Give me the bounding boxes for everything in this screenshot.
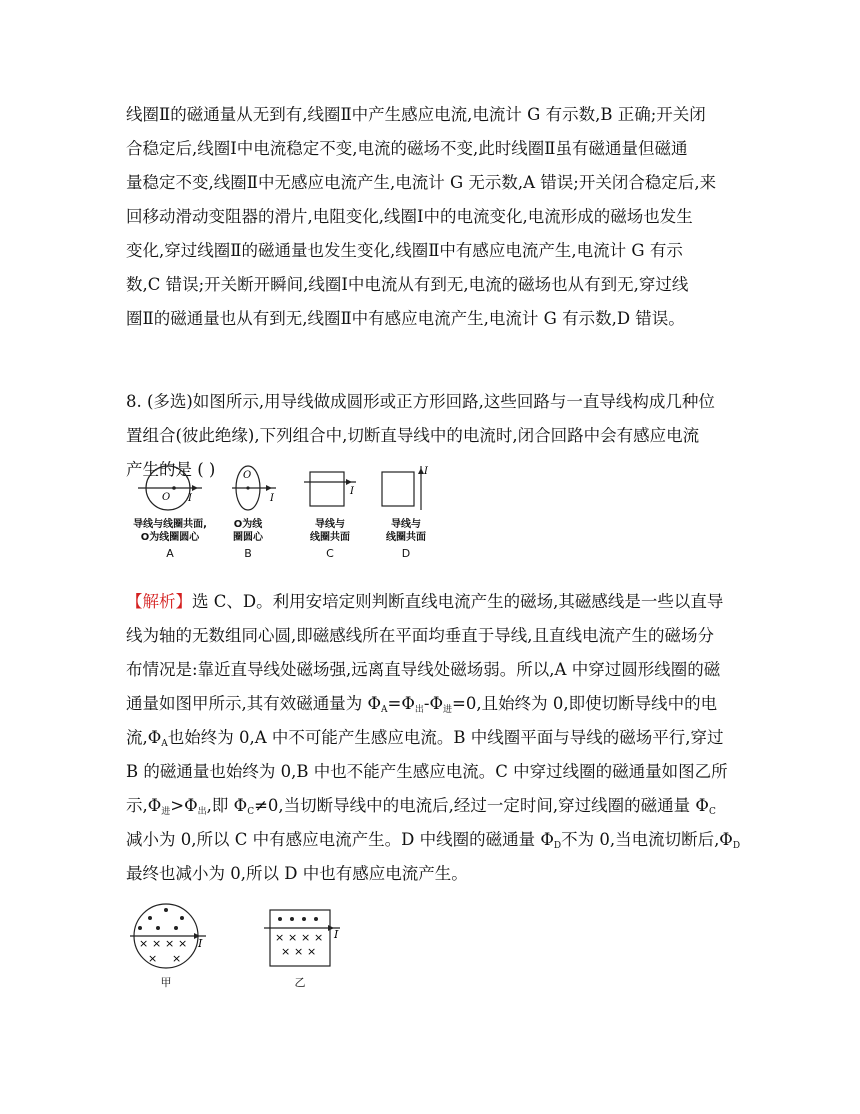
center-label-a: O [162,492,171,503]
analysis: 【解析】选 C、D。利用安培定则判断直线电流产生的磁场,其磁感线是一些以直导 线为轴的无数组同心圆,即磁感线所在平面均垂直于导线,且直线电流产生的磁场分 布情况是:靠近直导线处磁场强,远离直导线处磁场弱。所以,A 中穿过圆形线圈的磁 通量如图甲所示,其有效磁通量为 $\Phi_A=\Phi_出-\Phi_进=0$,且始终为 0,即使切断导线中的电 流$,\Phi_A$也始终为 0,A 中不可能产生感应电流。B 中线圈平面与导线的磁场平行,穿过 B 的磁通量也始终为 0,B 中也不能产生感应电流。C 中穿过线圈的磁通量如图乙所 示$,\Phi_进>\Phi_出$,即 $\Phi_C\ne 0$,当切断导线中的电流后,经过一定时间,穿过线圈的磁通量 $\Phi_C$ 减小为 0,所以 C 中有感应电流产生。D 中线圈的磁通量 $\Phi_D$不为 0,当电流切断后$,\Phi_D$ 最终也减小为 0,所以 D 中也有感应电流产生。 [126,592,741,883]
options-figure [120,460,450,570]
analysis-tag: 【解析】 [126,592,192,611]
current-label-a: I [188,493,192,504]
answer-diagram [126,900,366,970]
explanation-line: 变化,穿过线圈Ⅱ的磁通量也发生变化,线圈Ⅱ中有感应电流产生,电流计 G 有示 [126,241,683,260]
svg-text:×: × [172,952,182,965]
option-a-caption: 导线与线圈共面, O为线圈圆心 A [120,518,220,560]
center-label-b: O [243,470,252,481]
svg-text:×: × [275,931,285,944]
svg-text:×: × [152,937,162,950]
current-label-c: I [350,486,354,497]
option-b-caption: O为线 圈圆心 B [224,518,272,560]
yi-current-label: I [334,928,339,941]
svg-text:×: × [165,937,175,950]
explanation-line: 合稳定后,线圈Ⅰ中电流稳定不变,电流的磁场不变,此时线圈Ⅱ虽有磁通量但磁通 [126,139,688,158]
option-d-letter: D [401,547,411,560]
current-label-d: I [424,466,428,477]
svg-text:×: × [178,937,188,950]
svg-text:×: × [281,945,291,958]
option-c-diagram [304,472,356,506]
question-line: 产生的是 ( ) [126,460,216,479]
explanation-line: 量稳定不变,线圈Ⅱ中无感应电流产生,电流计 G 无示数,A 错误;开关闭合稳定后,来 [126,173,717,192]
option-d-caption: 导线与 线圈共面 D [376,518,436,560]
yi-label: 乙 [294,976,306,989]
svg-text:×: × [139,937,149,950]
option-c-letter: C [326,547,334,560]
answer-figure [126,900,366,1000]
option-c-caption: 导线与 线圈共面 C [300,518,360,560]
svg-text:×: × [314,931,324,944]
option-a-letter: A [166,547,174,560]
svg-text:×: × [307,945,317,958]
svg-text:×: × [288,931,298,944]
question-line: 8. (多选)如图所示,用导线做成圆形或正方形回路,这些回路与一直导线构成几种位 [126,392,715,411]
jia-current-label: I [198,937,203,950]
explanation-line: 圈Ⅱ的磁通量也从有到无,线圈Ⅱ中有感应电流产生,电流计 G 有示数,D 错误。 [126,309,685,328]
options-diagram [120,460,450,520]
previous-explanation [126,98,746,336]
explanation-line: 回移动滑动变阻器的滑片,电阻变化,线圈Ⅰ中的电流变化,电流形成的磁场也发生 [126,207,693,226]
svg-text:×: × [301,931,311,944]
yi-diagram [264,910,340,966]
option-a-diagram [138,466,202,510]
jia-label: 甲 [160,976,172,989]
jia-diagram [130,904,206,968]
svg-text:×: × [148,952,158,965]
explanation-line: 数,C 错误;开关断开瞬间,线圈Ⅰ中电流从有到无,电流的磁场也从有到无,穿过线 [126,275,689,294]
explanation-line: 线圈Ⅱ的磁通量从无到有,线圈Ⅱ中产生感应电流,电流计 G 有示数,B 正确;开关闭 [126,105,706,124]
question-line: 置组合(彼此绝缘),下列组合中,切断直导线中的电流时,闭合回路中会有感应电流 [126,426,700,445]
option-b-letter: B [244,547,252,560]
option-b-diagram [232,466,276,510]
option-d-diagram [382,466,429,510]
svg-text:×: × [294,945,304,958]
current-label-b: I [270,493,274,504]
